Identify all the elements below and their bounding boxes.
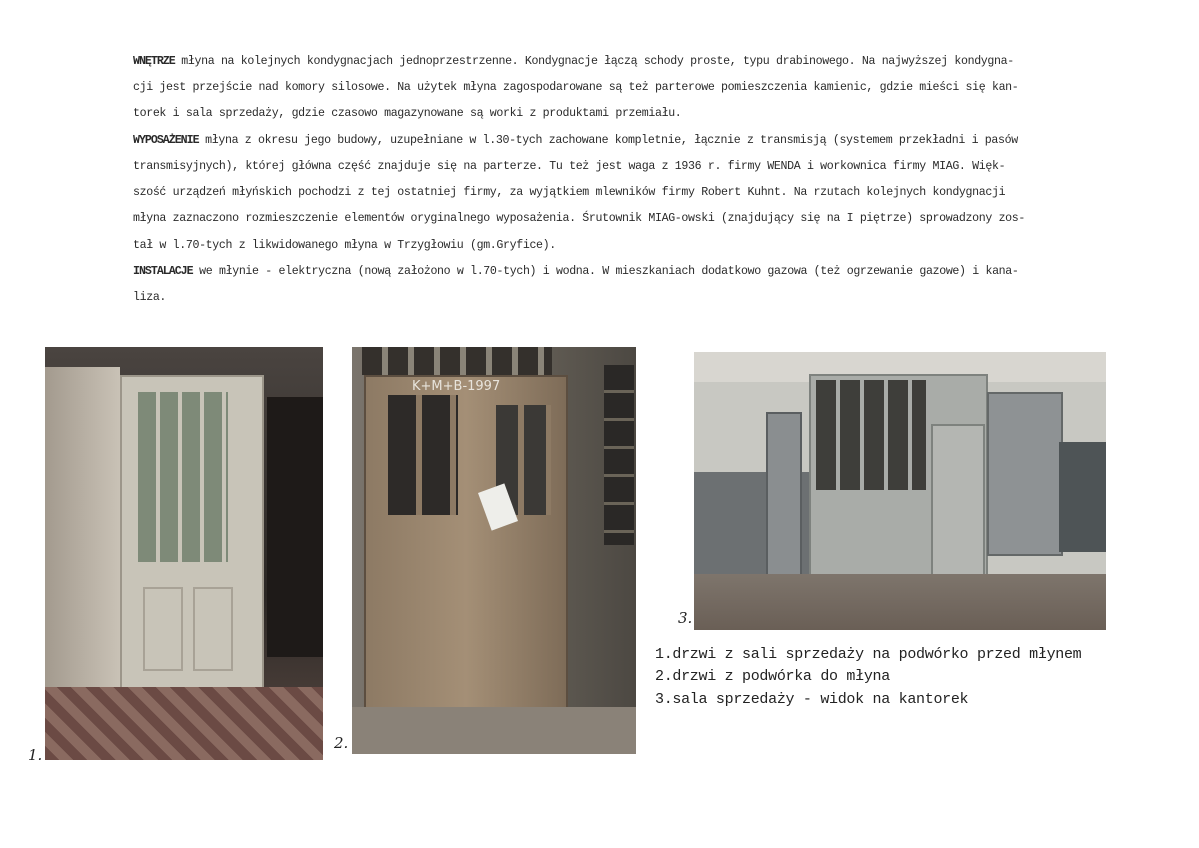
section-heading: INSTALACJE [133,265,193,278]
text-line: torek i sala sprzedaży, gdzie czasowo magazynowane są worki z produktami przemiału. [133,107,682,120]
legend-item: 1.drzwi z sali sprzedaży na podwórko przed młynem [655,646,1082,663]
text-line: młyna zaznaczono rozmieszczenie elementów oryginalnego wyposażenia. Śrutownik MIAG-owski (znajdujący się na I piętrze) sprowadzony zos- [133,212,1025,225]
section-heading: WYPOSAŻENIE [133,134,199,147]
text-line [133,265,1019,279]
text-line: szość urządzeń młyńskich pochodzi z tej ostatniej firmy, za wyjątkiem mlewników firmy Robert Kuhnt. Na rzutach kolejnych kondygnacji [133,186,1006,199]
text-line: cji jest przejście nad komory silosowe. Na użytek młyna zagospodarowane są też parterowe pomieszczenia kamienic, gdzie mieści się kan- [133,81,1019,94]
photo-2-number: 2. [334,734,349,752]
text-line: liza. [133,291,167,304]
text: młyna na kolejnych kondygnacjach jednoprzestrzenne. Kondygnacje łączą schody proste, typu drabinowego. Na najwyższej kondygna- [174,55,1014,68]
text-line: transmisyjnych), której główna część znajduje się na parterze. Tu też jest waga z 1936 r. firmy WENDA i workownica firmy MIAG. Więk- [133,160,1006,173]
photo-1-number: 1. [28,746,43,764]
text-line: tał w l.70-tych z likwidowanego młyna w Trzygłowiu (gm.Gryfice). [133,239,556,252]
section-heading: WNĘTRZE [133,55,175,68]
text-line [133,55,1014,69]
text: we młynie - elektryczna (nową założono w l.70-tych) i wodna. W mieszkaniach dodatkowo gazowa (też ogrzewanie gazowe) i kana- [192,265,1019,278]
photo-3-number: 3. [678,609,693,627]
text: młyna z okresu jego budowy, uzupełniane w l.30-tych zachowane kompletnie, łącznie z transmisją (systemem przekładni i pasów [198,134,1018,147]
legend-item: 2.drzwi z podwórka do młyna [655,668,890,685]
photo-3-sales-room [694,352,1106,630]
photo-2-door [352,347,636,754]
legend-item: 3.sala sprzedaży - widok na kantorek [655,691,969,708]
door-inscription: K+M+B-1997 [412,379,501,394]
text-line [133,134,1018,148]
photo-1-door [45,347,323,760]
